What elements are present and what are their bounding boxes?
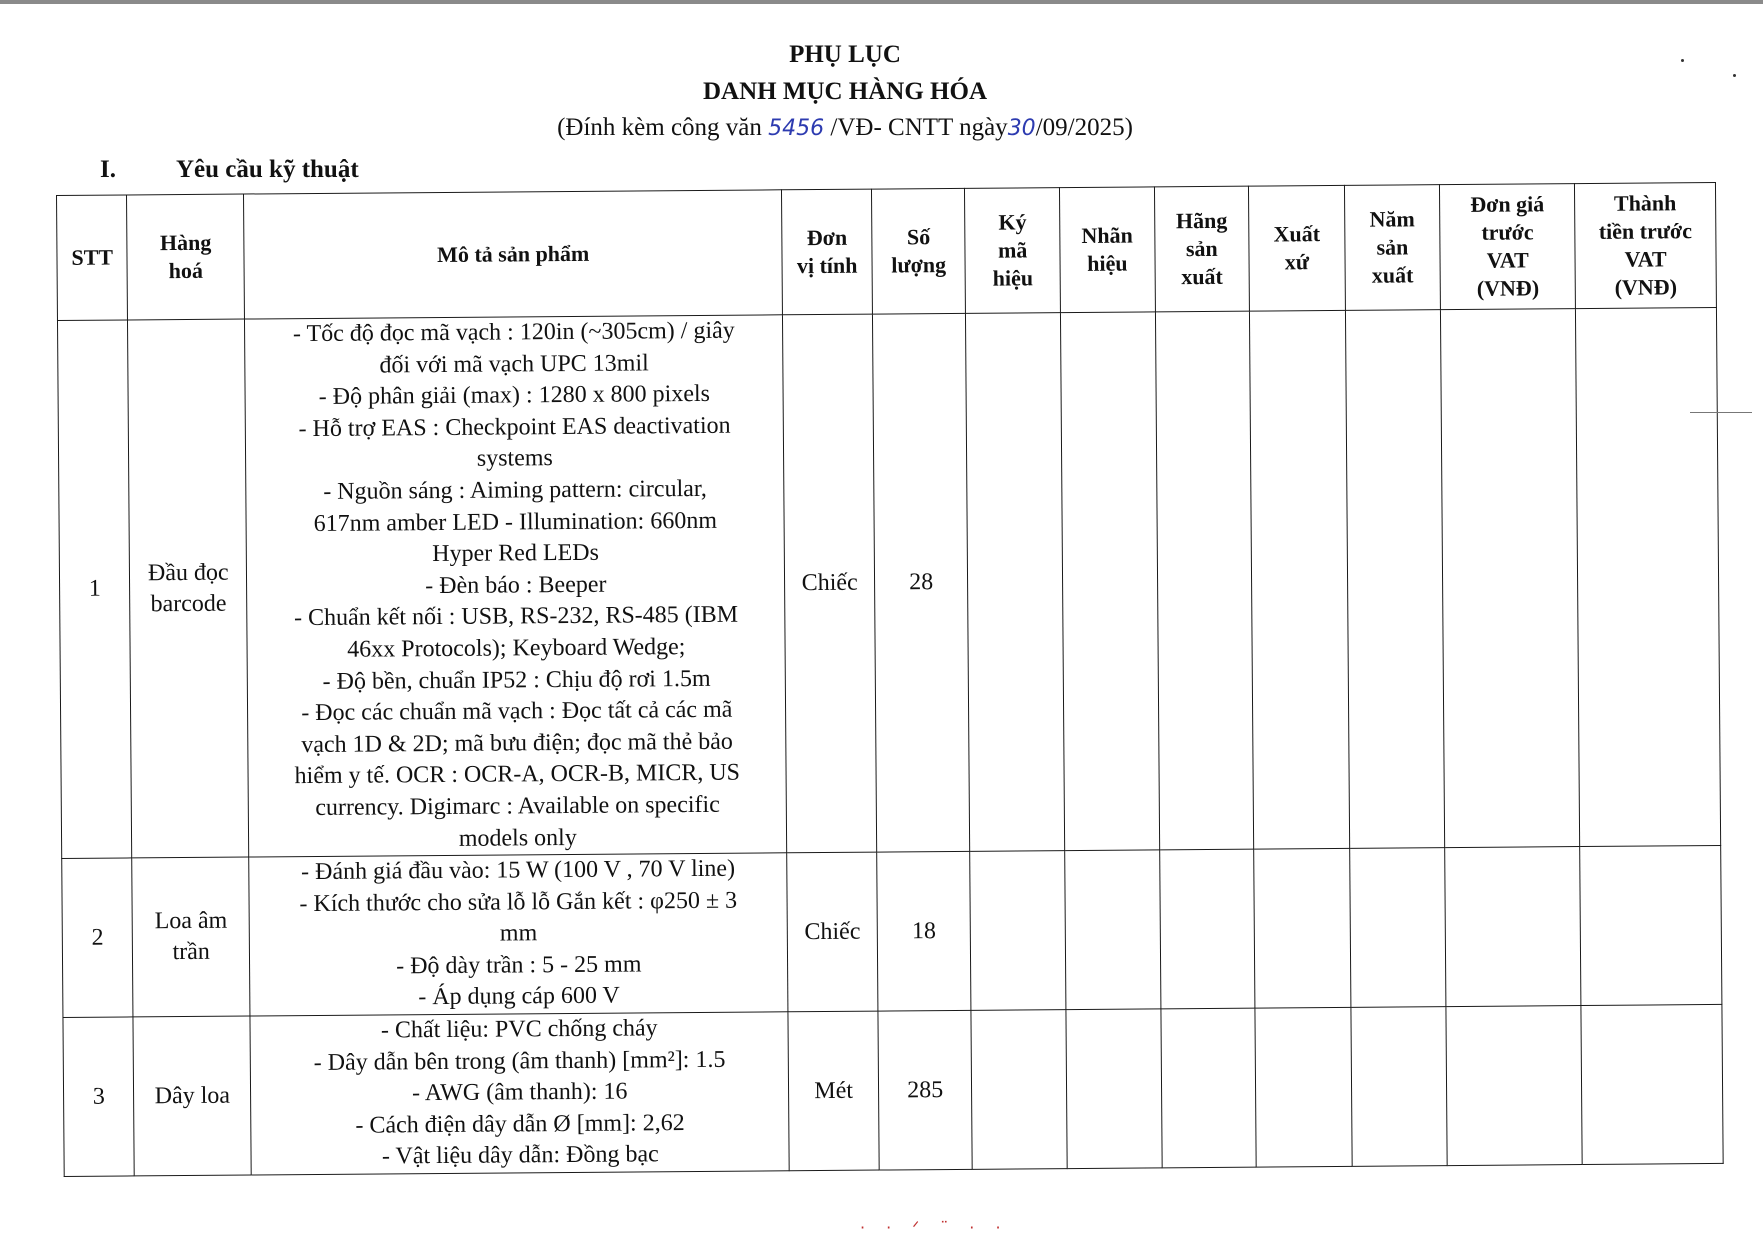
row-stt: 1 <box>57 320 132 859</box>
header-year: Năm sản xuất <box>1344 185 1441 311</box>
row-origin <box>1255 1007 1352 1167</box>
header-code: Ký mã hiệu <box>965 188 1061 314</box>
header-description: Mô tả sản phẩm <box>244 190 783 319</box>
scan-speck <box>1681 59 1684 62</box>
header-item: Hàng hoá <box>127 194 245 320</box>
row-total <box>1580 846 1722 1006</box>
goods-table <box>56 182 1724 1177</box>
header-origin: Xuất xứ <box>1249 185 1346 311</box>
row-unit-price <box>1441 309 1580 848</box>
row-brand <box>1066 1009 1162 1169</box>
table-row <box>63 1005 1723 1177</box>
row-quantity: 18 <box>877 851 972 1011</box>
row-year <box>1351 1007 1448 1167</box>
red-stamp-fragment: · · ᐟ ¨ · · <box>860 1218 1009 1237</box>
header-manufacturer: Hãng sản xuất <box>1154 186 1250 312</box>
scan-margin-mark <box>1690 412 1752 413</box>
header-unit-price: Đơn giá trước VAT (VNĐ) <box>1440 184 1576 310</box>
header-total: Thành tiền trước VAT (VNĐ) <box>1575 182 1717 308</box>
row-brand <box>1060 312 1159 851</box>
row-item-name: Đầu đọc barcode <box>128 319 249 858</box>
table-row <box>57 307 1720 858</box>
row-total <box>1581 1005 1723 1165</box>
row-manufacturer <box>1159 849 1255 1009</box>
goods-list-title: DANH MỤC HÀNG HÓA <box>702 78 987 105</box>
scan-speck <box>1733 74 1736 77</box>
row-origin <box>1250 310 1350 849</box>
row-unit: Mét <box>788 1011 879 1171</box>
row-description: - Chất liệu: PVC chống cháy - Dây dẫn bên trong (âm thanh) [mm²]: 1.5 - AWG (âm thanh): 16 - Cách điện dây dẫn Ø [mm]: 2,62 - Vật liệu dây dẫn: Đồng bạc <box>250 1012 789 1175</box>
section-heading <box>100 156 359 184</box>
row-year <box>1349 848 1446 1008</box>
row-quantity: 28 <box>872 313 970 852</box>
section-number: I. <box>100 156 116 183</box>
row-code <box>966 313 1065 852</box>
appendix-title: PHỤ LỤC <box>789 41 901 68</box>
header-brand: Nhãn hiệu <box>1059 187 1155 313</box>
row-unit: Chiếc <box>783 314 877 853</box>
attachment-prefix: (Đính kèm công văn <box>557 114 769 141</box>
handwritten-day: 30 <box>1007 116 1036 141</box>
document-header <box>0 36 1690 147</box>
header-quantity: Số lượng <box>871 188 966 314</box>
table-row <box>62 846 1722 1018</box>
attachment-middle: /VĐ- CNTT ngày <box>824 114 1008 141</box>
row-unit-price <box>1445 847 1581 1007</box>
row-manufacturer <box>1155 311 1254 850</box>
row-item-name: Loa âm trần <box>132 857 250 1017</box>
row-year <box>1345 310 1445 849</box>
section-title: Yêu cầu kỹ thuật <box>176 156 359 183</box>
row-stt: 3 <box>63 1017 135 1177</box>
row-unit-price <box>1446 1006 1582 1166</box>
row-code <box>970 851 1066 1011</box>
row-description: - Tốc độ đọc mã vạch : 120in (~305cm) / giây đối với mã vạch UPC 13mil - Độ phân giải (max) : 1280 x 800 pixels - Hỗ trợ EAS : Checkpoint EAS deactivation systems - Nguồn sáng : Aiming pattern: circular, 617nm amber LED - Illumination: 660nm Hyper Red LEDs - Đèn báo : Beeper - Chuẩn kết nối : USB, RS-232, RS-485 (IBM 46xx Protocols); Keyboard Wedge; - Độ bền, chuẩn IP52 : Chịu độ rơi 1.5m - Đọc các chuẩn mã vạch : Đọc tất cả các mã vạch 1D & 2D; mã bưu điện; đọc mã thẻ bảo hiểm y tế. OCR : OCR-A, OCR-B, MICR, US currency. Digimarc : Available on specific models only <box>245 315 787 857</box>
row-manufacturer <box>1161 1008 1257 1168</box>
row-brand <box>1065 850 1161 1010</box>
row-description: - Đánh giá đầu vào: 15 W (100 V , 70 V line) - Kích thước cho sửa lỗ lỗ Gắn kết : φ250 ± 3 mm - Độ dày trần : 5 - 25 mm - Áp dụng cáp 600 V <box>249 853 788 1016</box>
row-item-name: Dây loa <box>133 1016 251 1176</box>
row-code <box>971 1010 1067 1170</box>
table-header-row <box>57 182 1717 320</box>
header-stt: STT <box>57 195 128 321</box>
handwritten-doc-number: 5456 <box>768 116 825 141</box>
header-unit: Đơn vị tính <box>782 189 873 315</box>
attachment-suffix: /09/2025) <box>1035 114 1133 141</box>
row-unit: Chiếc <box>787 852 878 1012</box>
row-origin <box>1254 848 1351 1008</box>
scan-top-edge <box>0 0 1763 4</box>
row-total <box>1576 307 1721 846</box>
attachment-note <box>0 110 1690 147</box>
row-quantity: 285 <box>878 1010 973 1170</box>
row-stt: 2 <box>62 858 134 1018</box>
